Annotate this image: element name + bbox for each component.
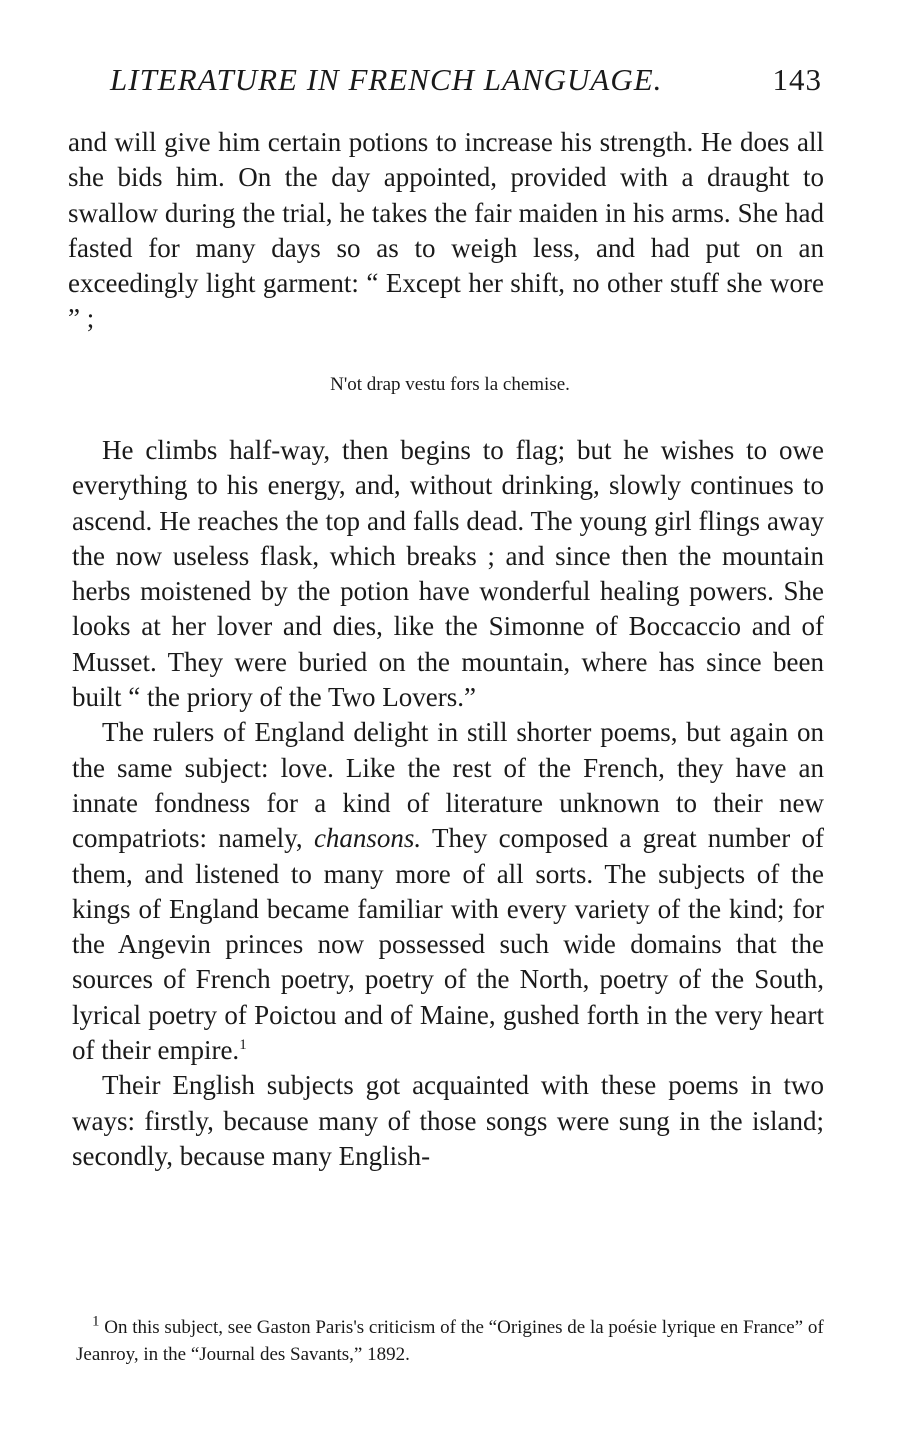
footnote-body [76, 1314, 828, 1368]
paragraph-3-part-1: The rulers of England delight in still shorter poems, but again on the same subject: love. Like the rest of the French, they have an innate fondness for a kind of literature unknown to their new compatriots: namely, [72, 717, 824, 854]
paragraph-3 [72, 715, 824, 1068]
body-text [72, 433, 824, 1174]
quotation-old-french: N'ot drap vestu fors la chemise. [330, 374, 570, 395]
footnote-text: On this subject, see Gaston Paris's criticism of the “Origines de la poésie lyrique en France” of Jeanroy, in the “Journal des Savants,” 1892. [76, 1317, 824, 1365]
paragraph-2: He climbs half-way, then begins to flag; but he wishes to owe everything to his energy, and, without drinking, slowly continues to ascend. He reaches the top and falls dead. The young girl flings away the now useless flask, which breaks ; and since then the mountain herbs moistened by the potion have wonderful healing powers. She looks at her lover and dies, like the Simonne of Boccaccio and of Musset. They were buried on the mountain, where has since been built “ the priory of the Two Lovers.” [72, 435, 824, 713]
footnote [76, 1314, 828, 1368]
page-number: 143 [772, 62, 822, 97]
paragraph-continuation [68, 125, 824, 337]
paragraph-4: Their English subjects got acquainted with these poems in two ways: firstly, because many of those songs were sung in the island; secondly, because many English- [72, 1070, 824, 1171]
running-title: LITERATURE IN FRENCH LANGUAGE. [110, 62, 663, 97]
footnote-reference: 1 [239, 1037, 247, 1054]
paragraph-3-part-2: They composed a great number of them, and listened to many more of all sorts. The subjects of the kings of England became familiar with every variety of the kind; for the Angevin princes now possessed such wide domains that the sources of French poetry, poetry of the North, poetry of the South, lyrical poetry of Poictou and of Maine, gushed forth in the very heart of their empire. [72, 823, 825, 1066]
footnote-marker: 1 [92, 1313, 100, 1330]
paragraph-1-text: and will give him certain potions to increase his strength. He does all she bids him. On the day appointed, provided with a draught to swallow during the trial, he takes the fair maiden in his arms. She had fasted for many days so as to weigh less, and had put on an exceedingly light garment: “ Except her shift, no other stuff she wore ” ; [68, 127, 824, 334]
running-header [110, 62, 822, 98]
paragraph-3-italic-term: chansons. [313, 823, 422, 854]
